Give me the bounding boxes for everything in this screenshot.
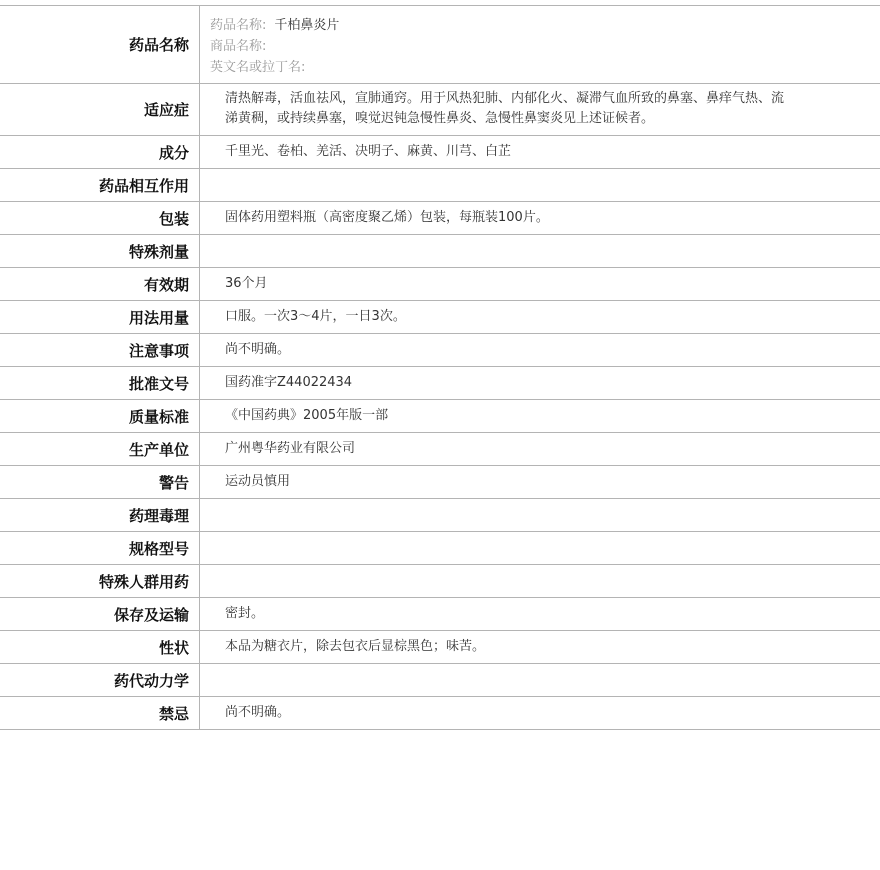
- row-description: [0, 631, 880, 664]
- row-pharmacology-toxicology: [0, 499, 880, 532]
- row-usage-dosage: [0, 301, 880, 334]
- row-value: [200, 565, 880, 597]
- row-label: 用法用量: [0, 301, 200, 333]
- row-label: 药品相互作用: [0, 169, 200, 201]
- row-quality-standard: [0, 400, 880, 433]
- row-label: 成分: [0, 136, 200, 168]
- row-approval-number: [0, 367, 880, 400]
- english-name-line: [210, 57, 880, 78]
- row-label: 规格型号: [0, 532, 200, 564]
- drug-name-key: 药品名称:: [210, 18, 267, 33]
- row-specification: [0, 532, 880, 565]
- row-special-dosage: [0, 235, 880, 268]
- row-label: 包装: [0, 202, 200, 234]
- trade-name-key: 商品名称:: [210, 39, 267, 54]
- row-precautions: [0, 334, 880, 367]
- row-label: 保存及运输: [0, 598, 200, 630]
- row-value: [200, 169, 880, 201]
- row-label: 适应症: [0, 84, 200, 135]
- row-value: [200, 499, 880, 531]
- row-value: 尚不明确。: [225, 705, 291, 720]
- drug-name-line: [210, 15, 880, 36]
- row-label: 批准文号: [0, 367, 200, 399]
- drug-info-table: [0, 5, 880, 730]
- row-value: 口服。一次3～4片，一日3次。: [225, 309, 406, 324]
- drug-name-value: 千柏鼻炎片: [274, 18, 340, 33]
- row-label: 质量标准: [0, 400, 200, 432]
- row-warning: [0, 466, 880, 499]
- row-pharmacokinetics: [0, 664, 880, 697]
- row-value: 《中国药典》2005年版一部: [225, 408, 389, 423]
- row-indications: [0, 84, 880, 136]
- row-label: 警告: [0, 466, 200, 498]
- row-label: 禁忌: [0, 697, 200, 729]
- trade-name-line: [210, 36, 880, 57]
- row-contraindications: [0, 697, 880, 730]
- drug-names-cell: [200, 6, 880, 83]
- row-drug-names: [0, 6, 880, 84]
- row-shelf-life: [0, 268, 880, 301]
- row-manufacturer: [0, 433, 880, 466]
- row-value: [200, 235, 880, 267]
- row-value: 千里光、卷柏、羌活、决明子、麻黄、川芎、白芷: [225, 144, 512, 159]
- row-value: 运动员慎用: [225, 474, 291, 489]
- row-value: [200, 532, 880, 564]
- row-label: 有效期: [0, 268, 200, 300]
- row-label: 药代动力学: [0, 664, 200, 696]
- row-value: 尚不明确。: [225, 342, 291, 357]
- row-label: 特殊剂量: [0, 235, 200, 267]
- row-storage-transport: [0, 598, 880, 631]
- row-value: 广州粤华药业有限公司: [225, 441, 356, 456]
- row-drug-interactions: [0, 169, 880, 202]
- row-special-populations: [0, 565, 880, 598]
- row-label: 药品名称: [0, 6, 200, 83]
- row-ingredients: [0, 136, 880, 169]
- row-value: 密封。: [225, 606, 265, 621]
- row-value: [200, 664, 880, 696]
- row-value: 固体药用塑料瓶（高密度聚乙烯）包装，每瓶装100片。: [225, 210, 549, 225]
- row-label: 性状: [0, 631, 200, 663]
- row-value: 清热解毒，活血祛风，宣肺通窍。用于风热犯肺、内郁化火、凝滞气血所致的鼻塞、鼻痒气热、流涕黄稠，或持续鼻塞，嗅觉迟钝急慢性鼻炎、急慢性鼻窦炎见上述证候者。: [225, 91, 785, 126]
- row-label: 特殊人群用药: [0, 565, 200, 597]
- row-label: 药理毒理: [0, 499, 200, 531]
- row-packaging: [0, 202, 880, 235]
- row-label: 生产单位: [0, 433, 200, 465]
- row-label: 注意事项: [0, 334, 200, 366]
- row-value: 国药准字Z44022434: [225, 375, 353, 390]
- english-name-key: 英文名或拉丁名:: [210, 60, 306, 75]
- row-value: 36个月: [225, 276, 268, 291]
- row-value: 本品为糖衣片，除去包衣后显棕黑色；味苦。: [225, 639, 486, 654]
